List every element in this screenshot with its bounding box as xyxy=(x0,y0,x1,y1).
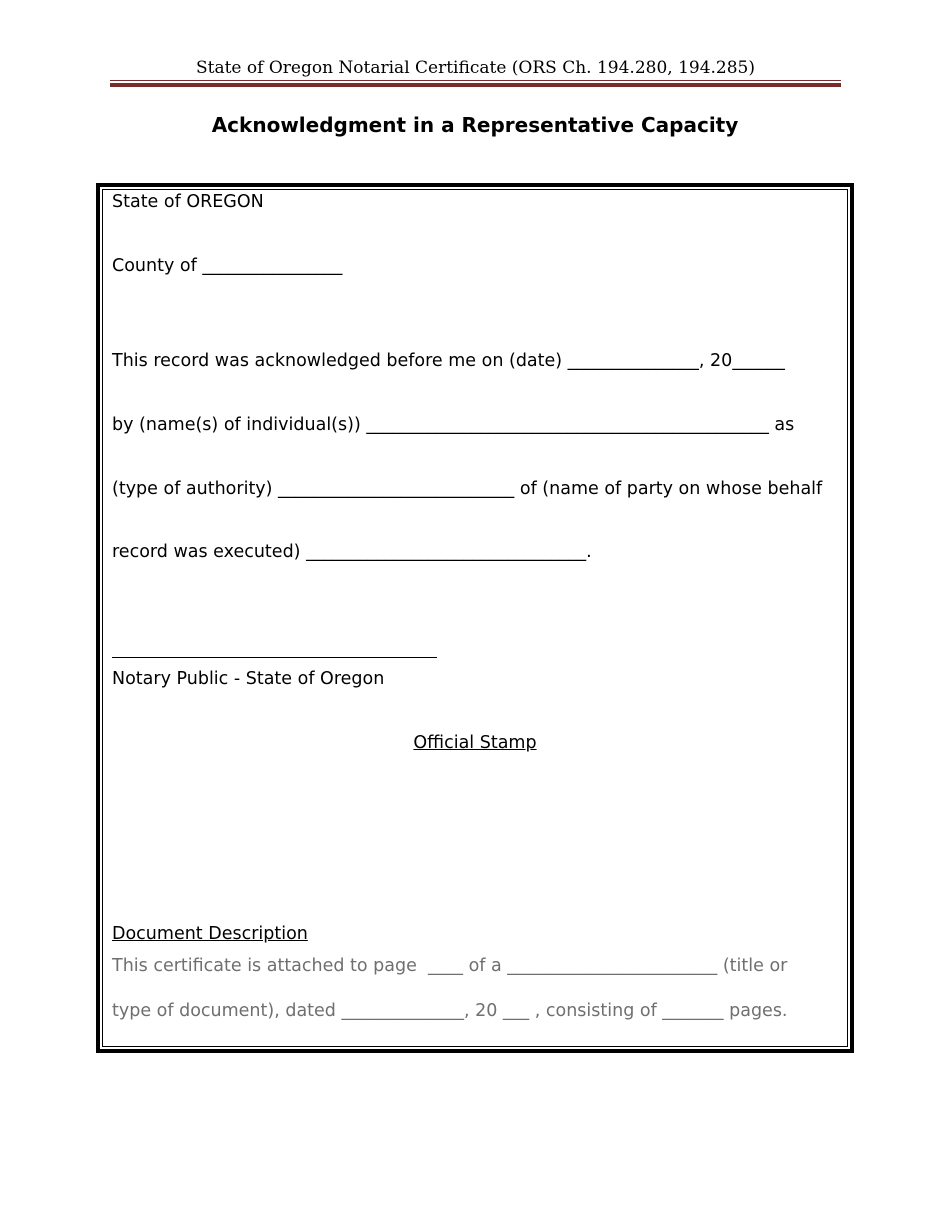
notary-label: Notary Public - State of Oregon xyxy=(112,669,385,689)
official-stamp-label: Official Stamp xyxy=(413,733,537,753)
acknowledged-line: This record was acknowledged before me on (date) _______________, 20______ xyxy=(112,351,785,371)
description-line-2: type of document), dated ______________, 20 ___ , consisting of _______ pages. xyxy=(112,1001,788,1021)
header-rule-thin xyxy=(110,80,841,81)
document-description-heading: Document Description xyxy=(112,924,308,944)
individual-name-line: by (name(s) of individual(s)) ______________________________________________ as xyxy=(112,415,795,435)
description-line-1: This certificate is attached to page ____ of a ________________________ (title or xyxy=(112,956,788,976)
header-rule-thick xyxy=(110,83,841,87)
document-title: Acknowledgment in a Representative Capacity xyxy=(211,113,739,137)
state-line: State of OREGON xyxy=(112,192,264,212)
executed-line: record was executed) ________________________________. xyxy=(112,542,592,562)
signature-line xyxy=(112,657,437,658)
certificate-frame-inner xyxy=(102,189,848,1047)
header-title: State of Oregon Notarial Certificate (ORS Ch. 194.280, 194.285) xyxy=(195,58,756,78)
county-line: County of ________________ xyxy=(112,256,343,276)
authority-line: (type of authority) ___________________________ of (name of party on whose behalf xyxy=(112,479,823,499)
